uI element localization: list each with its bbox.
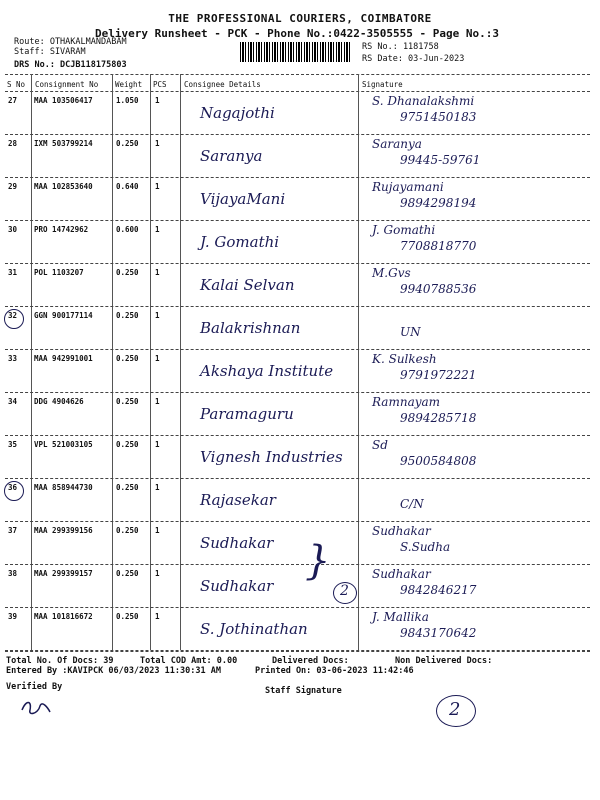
row-signature-phone: 9894298194 xyxy=(400,196,477,210)
row-divider xyxy=(5,435,590,436)
row-pcs: 1 xyxy=(155,139,160,148)
row-consignment-no: PRO 14742962 xyxy=(34,225,89,234)
brace-mark: } xyxy=(305,538,331,584)
row-signature-phone: 7708818770 xyxy=(400,239,477,253)
drs-number: DRS No.: DCJB118175803 xyxy=(14,60,127,70)
row-signature-phone: 9842846217 xyxy=(400,583,477,597)
row-consignee: Paramaguru xyxy=(200,405,294,423)
row-signature-phone: 9894285718 xyxy=(400,411,477,425)
row-consignee: J. Gomathi xyxy=(200,233,280,251)
table-header-rule xyxy=(5,91,590,92)
row-weight: 1.050 xyxy=(116,96,139,105)
row-sno: 28 xyxy=(8,139,18,148)
row-signature-name: Sudhakar xyxy=(372,567,431,581)
row-consignee: Rajasekar xyxy=(200,491,276,509)
row-signature-name: Saranya xyxy=(372,137,422,151)
row-sno: 33 xyxy=(8,354,18,363)
row-weight: 0.250 xyxy=(116,139,139,148)
row-signature-name: M.Gvs xyxy=(372,266,411,280)
row-signature-phone: 9843170642 xyxy=(400,626,477,640)
row-signature-phone: S.Sudha xyxy=(400,540,451,554)
delivered-docs: Delivered Docs: xyxy=(272,656,349,666)
row-pcs: 1 xyxy=(155,311,160,320)
row-sno: 31 xyxy=(8,268,18,277)
row-pcs: 1 xyxy=(155,397,160,406)
row-sno: 27 xyxy=(8,96,18,105)
col-header-signature: Signature xyxy=(362,80,403,89)
row-pcs: 1 xyxy=(155,96,160,105)
row-consignment-no: MAA 103506417 xyxy=(34,96,93,105)
row-signature-phone: UN xyxy=(400,325,421,339)
verified-by-label: Verified By xyxy=(6,682,63,692)
row-pcs: 1 xyxy=(155,354,160,363)
page-mark-number: 2 xyxy=(449,699,461,720)
row-consignee: Balakrishnan xyxy=(200,319,301,337)
table-top-rule xyxy=(5,74,590,75)
row-signature-name: J. Mallika xyxy=(372,610,429,624)
row-sno: 39 xyxy=(8,612,18,621)
row-consignment-no: MAA 942991001 xyxy=(34,354,93,363)
row-signature-phone: 9500584808 xyxy=(400,454,477,468)
verifier-signature xyxy=(18,696,54,718)
row-sno: 29 xyxy=(8,182,18,191)
non-delivered-docs: Non Delivered Docs: xyxy=(395,656,493,666)
col-header-consignment: Consignment No xyxy=(35,80,99,89)
row-weight: 0.250 xyxy=(116,440,139,449)
row-divider xyxy=(5,564,590,565)
row-divider xyxy=(5,607,590,608)
row-signature-name: Rujayamani xyxy=(372,180,444,194)
row-consignment-no: MAA 299399156 xyxy=(34,526,93,535)
rs-date: RS Date: 03-Jun-2023 xyxy=(362,54,465,64)
total-cod: Total COD Amt: 0.00 xyxy=(140,656,238,666)
row-consignee: Kalai Selvan xyxy=(200,276,295,294)
row-consignee: Sudhakar xyxy=(200,577,274,595)
route-label: Route: OTHAKALMANDABAM xyxy=(14,37,127,47)
row-pcs: 1 xyxy=(155,268,160,277)
row-signature-phone: C/N xyxy=(400,497,424,511)
row-signature-phone: 9751450183 xyxy=(400,110,477,124)
col-header-pcs: PCS xyxy=(153,80,167,89)
row-signature-name: K. Sulkesh xyxy=(372,352,437,366)
staff-signature-label: Staff Signature xyxy=(265,686,342,696)
row-sno: 30 xyxy=(8,225,18,234)
row-consignment-no: MAA 858944730 xyxy=(34,483,93,492)
row-consignee: Saranya xyxy=(200,147,263,165)
row-signature-name: S. Dhanalakshmi xyxy=(372,94,475,108)
row-sno: 38 xyxy=(8,569,18,578)
row-consignment-no: MAA 102853640 xyxy=(34,182,93,191)
row-consignment-no: GGN 900177114 xyxy=(34,311,93,320)
row-signature-name: Sudhakar xyxy=(372,524,431,538)
row-pcs: 1 xyxy=(155,483,160,492)
col-header-weight: Weight xyxy=(115,80,143,89)
row-sno: 37 xyxy=(8,526,18,535)
row-pcs: 1 xyxy=(155,526,160,535)
row-consignment-no: IXM 503799214 xyxy=(34,139,93,148)
row-divider xyxy=(5,521,590,522)
row-signature-phone: 9791972221 xyxy=(400,368,477,382)
rs-number: RS No.: 1181758 xyxy=(362,42,439,52)
row-consignment-no: MAA 299399157 xyxy=(34,569,93,578)
row-consignee: Vignesh Industries xyxy=(200,448,343,466)
row-consignment-no: MAA 101816672 xyxy=(34,612,93,621)
row-consignment-no: POL 1103207 xyxy=(34,268,84,277)
row-weight: 0.250 xyxy=(116,397,139,406)
row-sno: 36 xyxy=(8,483,18,492)
row-sno: 35 xyxy=(8,440,18,449)
row-signature-name: Sd xyxy=(372,438,388,452)
row-weight: 0.250 xyxy=(116,483,139,492)
printed-on: Printed On: 03-06-2023 11:42:46 xyxy=(255,666,414,676)
row-divider xyxy=(5,392,590,393)
row-signature-phone: 9940788536 xyxy=(400,282,477,296)
row-consignee: Akshaya Institute xyxy=(200,362,334,380)
row-weight: 0.250 xyxy=(116,612,139,621)
row-marker-circle xyxy=(4,481,24,501)
footer-rule xyxy=(5,651,590,652)
row-weight: 0.250 xyxy=(116,311,139,320)
row-consignee: Sudhakar xyxy=(200,534,274,552)
row-pcs: 1 xyxy=(155,225,160,234)
row-divider xyxy=(5,220,590,221)
row-divider xyxy=(5,478,590,479)
row-signature-name: Ramnayam xyxy=(372,395,441,409)
row-pcs: 1 xyxy=(155,569,160,578)
row-pcs: 1 xyxy=(155,440,160,449)
row-divider xyxy=(5,177,590,178)
row-divider xyxy=(5,306,590,307)
row-pcs: 1 xyxy=(155,612,160,621)
total-docs: Total No. Of Docs: 39 xyxy=(6,656,114,666)
row-weight: 0.250 xyxy=(116,569,139,578)
row-weight: 0.250 xyxy=(116,354,139,363)
entered-by: Entered By :KAVIPCK 06/03/2023 11:30:31 AM xyxy=(6,666,221,676)
row-consignment-no: VPL 521003105 xyxy=(34,440,93,449)
staff-label: Staff: SIVARAM xyxy=(14,47,86,57)
row-consignment-no: DDG 4904626 xyxy=(34,397,84,406)
row-signature-phone: 99445-59761 xyxy=(400,153,481,167)
annotation-number: 2 xyxy=(340,583,349,599)
col-header-sno: S No xyxy=(7,80,26,89)
barcode xyxy=(240,42,350,62)
row-divider xyxy=(5,349,590,350)
row-signature-name: J. Gomathi xyxy=(372,223,436,237)
row-weight: 0.600 xyxy=(116,225,139,234)
row-weight: 0.250 xyxy=(116,526,139,535)
company-title: THE PROFESSIONAL COURIERS, COIMBATORE xyxy=(168,12,432,25)
row-pcs: 1 xyxy=(155,182,160,191)
row-weight: 0.250 xyxy=(116,268,139,277)
row-divider xyxy=(5,134,590,135)
row-consignee: VijayaMani xyxy=(200,190,286,208)
row-consignee: Nagajothi xyxy=(200,104,275,122)
row-marker-circle xyxy=(4,309,24,329)
row-consignee: S. Jothinathan xyxy=(200,620,308,638)
col-header-consignee: Consignee Details xyxy=(184,80,261,89)
row-divider xyxy=(5,263,590,264)
row-weight: 0.640 xyxy=(116,182,139,191)
runsheet-title: Delivery Runsheet - PCK - Phone No.:0422-3505555 - Page No.:3 xyxy=(95,27,499,40)
row-sno: 34 xyxy=(8,397,18,406)
row-sno: 32 xyxy=(8,311,18,320)
